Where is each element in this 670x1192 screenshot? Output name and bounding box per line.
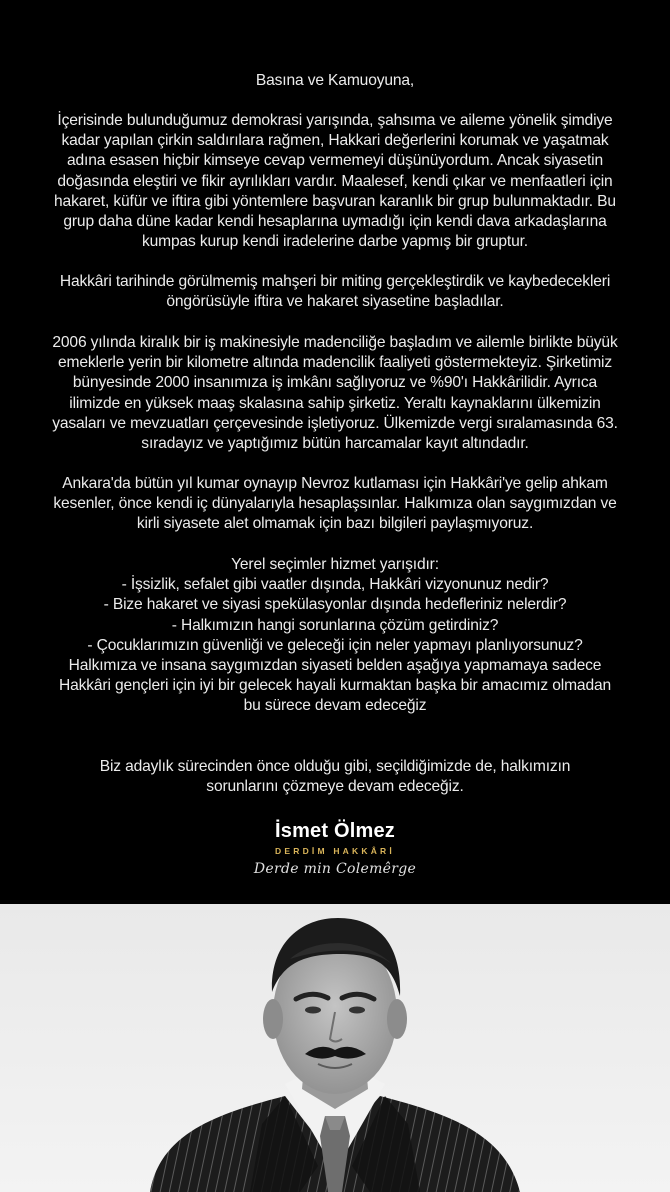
paragraph-line: hakaret, küfür ve iftira gibi yöntemlere başvuran karanlık bir grup bulunmaktadır. Bu [54,192,616,210]
signature-name: İsmet Ölmez [274,820,396,842]
question-item: - Halkımızın hangi sorunlarına çözüm getirdiniz? [171,616,499,634]
paragraph-line: 2006 yılında kiralık bir iş makinesiyle madenciliğe başladım ve ailemle birlikte büyük [52,334,618,351]
paragraph-line: kesenler, önce kendi iç dünyalarıyla hesaplaşsınlar. Halkımıza olan saygımızdan ve [53,495,617,513]
paragraph-line: Hakkâri gençleri için iyi bir gelecek hayali kurmaktan başka bir amacımız olmadan [58,677,612,695]
paragraph-4 [40,474,630,535]
paragraph-line: kadar yapılan çirkin saldırılara rağmen, Hakkari değerlerini korumak ve yaşatmak [61,132,609,150]
paragraph-line: kumpas kurup kendi iradelerine darbe yapmış bir gruptur. [142,233,528,251]
paragraph-6 [40,656,630,717]
paragraph-line: emeklerle yerin bir kilometre altında madencilik faaliyeti göstermekteyiz. Şirketimiz [57,354,613,372]
paragraph-line: doğasında eleştiri ve fikir ayrılıkları vardır. Maalesef, kendi çıkar ve menfaatleri için [57,172,613,190]
salutation-text: Basına ve Kamuoyuna, [255,72,415,89]
paragraph-line: Hakkâri tarihinde görülmemiş mahşeri bir miting gerçekleştirdik ve kaybedecekleri [59,273,611,290]
paragraph-line: Ankara'da bütün yıl kumar oynayıp Nevroz kutlaması için Hakkâri'ye gelip ahkam [62,475,608,492]
paragraph-line: grup daha düne kadar kendi hesaplarına uymadığı için kendi dava arkadaşlarına [63,213,607,231]
paragraph-line: bünyesinde 2000 insanımıza iş imkânı sağlıyoruz ve %90'ı Hakkârilidir. Ayrıca [72,374,598,392]
question-item: - Bize hakaret ve siyasi spekülasyonlar dışında hedefleriniz nelerdir? [103,596,567,614]
signature-block [0,820,670,877]
question-item: - İşsizlik, sefalet gibi vaatler dışında, Hakkâri vizyonunuz nedir? [121,576,549,594]
paragraph-1 [40,111,630,252]
paragraph-line: adına esasen hiçbir kimseye cevap vermemeyi düşünüyordum. Ancak siyasetin [67,152,603,170]
person-portrait-icon [0,904,670,1192]
paragraph-2 [40,272,630,312]
paragraph-line: kirli siyasete alet olmamak için bazı bilgileri paylaşmıyoruz. [136,515,534,533]
paragraph-line: ilimizde en yüksek maaş skalasına sahip şirketiz. Yeraltı kaynaklarını ülkemizin [69,394,601,412]
portrait-photo [0,904,670,1192]
paragraph-line: İçerisinde bulunduğumuz demokrasi yarışında, şahsıma ve aileme yönelik şimdiye [57,112,613,129]
paragraph-line: sıradayız ve yaptığımız bütün harcamalar kayıt altındadır. [141,435,529,453]
questions-heading: Yerel seçimler hizmet yarışıdır: [231,556,439,573]
paragraph-3 [40,333,630,454]
paragraph-line: Halkımıza ve insana saygımızdan siyaseti belden aşağıya yapmamaya sadece [68,657,602,674]
paragraph-line: Biz adaylık sürecinden önce olduğu gibi, seçildiğimizde de, halkımızın [99,758,571,775]
signature-script: Derde min Colemêrge [253,861,417,877]
salutation [40,71,630,91]
signature-slogan: DERDİM HAKKÂRİ [275,846,395,856]
paragraph-7 [40,757,630,797]
paragraph-line: bu sürece devam edeceğiz [243,697,427,715]
question-item: - Çocuklarımızın güvenliği ve geleceği için neler yapmayı planlıyorsunuz? [87,636,583,654]
paragraph-line: sorunlarını çözmeye devam edeceğiz. [206,778,464,796]
paragraph-line: yasaları ve mevzuatları çerçevesinde işletiyoruz. Ülkemizde vergi sıralamasında 63. [52,414,618,432]
paragraph-line: öngörüsüyle iftira ve hakaret siyasetine başladılar. [166,293,504,311]
questions-list [40,555,630,656]
